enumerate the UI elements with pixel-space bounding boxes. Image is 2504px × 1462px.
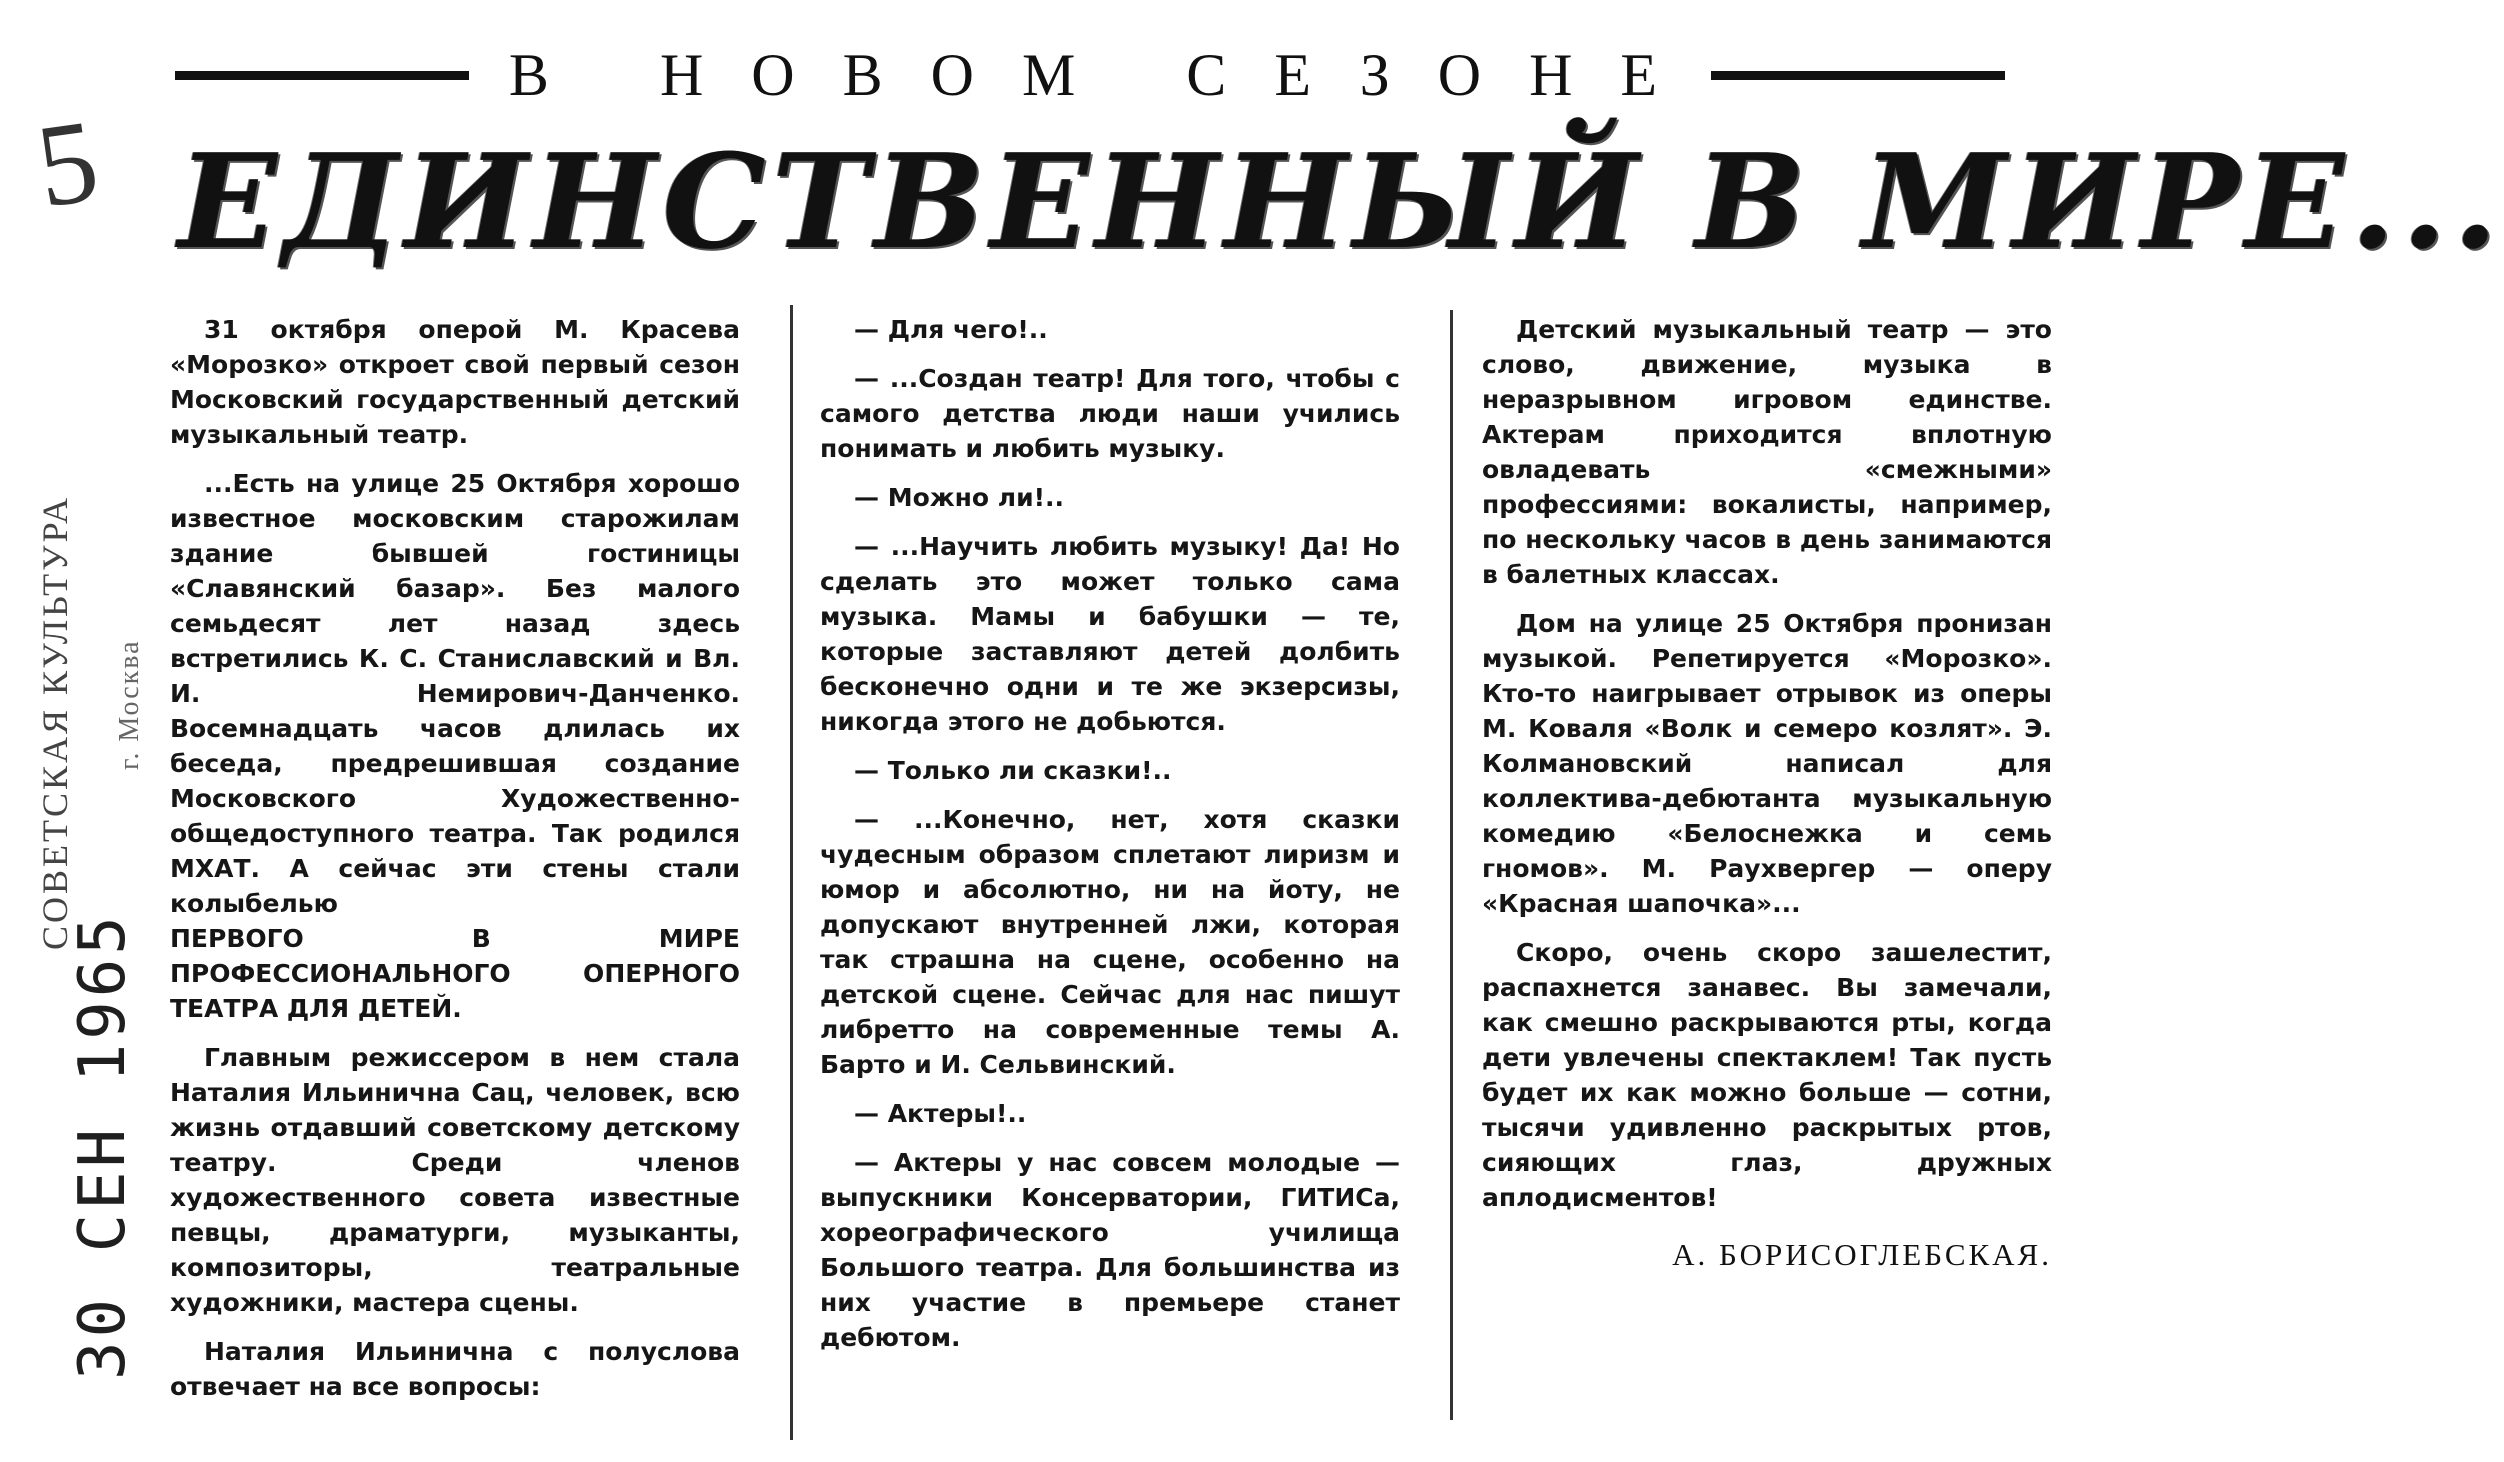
paragraph: ...Есть на улице 25 Октября хорошо известное московским старожилам здание бывшей гостиницы «Славянский базар». Без малого семьдесят лет назад здесь встретились К. С. Станиславский и Вл. И. Немирович-Данченко. Восемнадцать часов длилась их беседа, предрешившая создание Московского Художественно-общедоступного театра. Так родился МХАТ. А сейчас эти стены стали колыбелью: [170, 469, 740, 918]
rubric-rule-left: [175, 71, 469, 80]
rubric-rule-right: [1711, 71, 2005, 80]
column-divider: [790, 305, 793, 1440]
paragraph: Наталия Ильинична с полуслова отвечает на все вопросы:: [170, 1337, 740, 1401]
rubric-line: [175, 40, 2005, 110]
handwritten-page-number: 5: [29, 94, 106, 233]
author-signature: А. БОРИСОГЛЕБСКАЯ.: [1672, 1237, 2052, 1272]
stamp-city: г. Москва: [114, 639, 145, 770]
paragraph: Скоро, очень скоро зашелестит, распахнется занавес. Вы замечали, как смешно раскрываются рты, когда дети увлечены спектаклем! Так пусть будет их как можно больше — сотни, тысячи удивленно раскрытых ртов, сияющих глаз, дружных аплодисментов!: [1482, 938, 2052, 1212]
rubric-title: В НОВОМ СЕЗОНЕ: [508, 41, 1706, 108]
article-column-1: [170, 312, 740, 1418]
article-column-3: [1482, 312, 2052, 1272]
paragraph: 31 октября оперой М. Красева «Морозко» откроет свой первый сезон Московский государственный детский музыкальный театр.: [170, 315, 740, 449]
article-column-2: [820, 312, 1400, 1369]
stamp-date: 30 СЕН 1965: [66, 912, 140, 1380]
interview-line: — Актеры!..: [854, 1099, 1027, 1128]
paragraph: Детский музыкальный театр — это слово, движение, музыка в неразрывном игровом единстве. Актерам приходится вплотную овладевать «смежными» профессиями: вокалисты, например, по нескольку часов в день занимаются в балетных классах.: [1482, 315, 2052, 589]
interview-line: — Только ли сказки!..: [854, 756, 1172, 785]
paragraph: Дом на улице 25 Октября пронизан музыкой. Репетируется «Морозко». Кто-то наигрывает отрывок из оперы М. Коваля «Волк и семеро козлят». Э. Колмановский написал для коллектива-дебютанта музыкальную комедию «Белоснежка и семь гномов». М. Раухвергер — оперу «Красная шапочка»...: [1482, 609, 2052, 918]
headline: ЕДИНСТВЕННЫЙ В МИРЕ...: [178, 125, 2504, 278]
interview-line: — ...Конечно, нет, хотя сказки чудесным образом сплетают лиризм и юмор и абсолютно, ни на йоту, не допускают внутренней лжи, которая так страшна на сцене, особенно на детской сцене. Сейчас для нас пишут либретто на современные темы А. Барто и И. Сельвинский.: [820, 805, 1400, 1079]
interview-line: — ...Создан театр! Для того, чтобы с самого детства люди наши учились понимать и любить музыку.: [820, 364, 1400, 463]
emphasis-paragraph: ПЕРВОГО В МИРЕ ПРОФЕССИОНАЛЬНОГО ОПЕРНОГО ТЕАТРА ДЛЯ ДЕТЕЙ.: [170, 924, 740, 1023]
interview-line: — Для чего!..: [854, 315, 1048, 344]
column-divider: [1450, 310, 1453, 1420]
interview-line: — Актеры у нас совсем молодые — выпускники Консерватории, ГИТИСа, хореографического училища Большого театра. Для большинства из них участие в премьере станет дебютом.: [820, 1148, 1400, 1352]
interview-line: — ...Научить любить музыку! Да! Но сделать это может только сама музыка. Мамы и бабушки — те, которые заставляют детей долбить бесконечно одни и те же экзерсизы, никогда этого не добьются.: [820, 532, 1400, 736]
paragraph: Главным режиссером в нем стала Наталия Ильинична Сац, человек, всю жизнь отдавший советскому детскому театру. Среди членов художественного совета известные певцы, драматурги, музыканты, композиторы, театральные художники, мастера сцены.: [170, 1043, 740, 1317]
stamp-newspaper: СОВЕТСКАЯ КУЛЬТУРА: [35, 494, 75, 950]
interview-line: — Можно ли!..: [854, 483, 1065, 512]
